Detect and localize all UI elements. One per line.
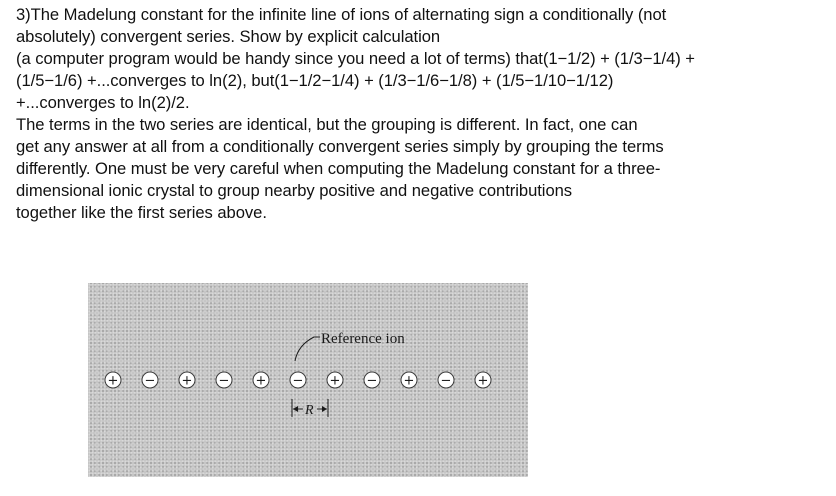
ion-charge-label: − xyxy=(366,373,378,389)
ion-charge-label: − xyxy=(292,373,304,389)
ion-line-figure xyxy=(88,283,528,477)
negative-ion xyxy=(438,372,454,389)
problem-line: absolutely) convergent series. Show by explicit calculation xyxy=(16,27,441,46)
ion-charge-label: + xyxy=(403,373,415,389)
spacing-label: R xyxy=(305,403,314,418)
problem-line: 3)The Madelung constant for the infinite line of ions of alternating sign a conditionally (not xyxy=(16,5,667,24)
problem-line: +...converges to ln(2)/2. xyxy=(16,93,190,112)
negative-ion xyxy=(364,372,380,389)
arrowhead-left-icon xyxy=(293,406,298,412)
reference-pointer-line xyxy=(295,337,320,361)
problem-text xyxy=(16,4,828,224)
negative-ion xyxy=(142,372,158,389)
negative-ion xyxy=(290,372,306,389)
ion-charge-label: + xyxy=(329,373,341,389)
positive-ion xyxy=(105,372,121,389)
ion-charge-label: + xyxy=(181,373,193,389)
ion-row xyxy=(105,372,491,389)
problem-line: differently. One must be very careful when computing the Madelung constant for a three- xyxy=(16,159,661,178)
arrowhead-right-icon xyxy=(322,406,327,412)
ion-charge-label: + xyxy=(107,373,119,389)
negative-ion xyxy=(216,372,232,389)
problem-line: (1/5−1/6) +...converges to ln(2), but(1−1/2−1/4) + (1/3−1/6−1/8) + (1/5−1/10−1/12) xyxy=(16,71,614,90)
positive-ion xyxy=(401,372,417,389)
ion-line-diagram xyxy=(88,283,528,477)
ion-charge-label: − xyxy=(440,373,452,389)
ion-charge-label: + xyxy=(477,373,489,389)
positive-ion xyxy=(179,372,195,389)
positive-ion xyxy=(475,372,491,389)
problem-line: get any answer at all from a conditionally convergent series simply by grouping the terms xyxy=(16,137,664,156)
ion-charge-label: − xyxy=(144,373,156,389)
positive-ion xyxy=(327,372,343,389)
positive-ion xyxy=(253,372,269,389)
ion-charge-label: + xyxy=(255,373,267,389)
problem-line: together like the first series above. xyxy=(16,203,267,222)
problem-line: dimensional ionic crystal to group nearby positive and negative contributions xyxy=(16,181,573,200)
reference-ion-label: Reference ion xyxy=(321,331,405,347)
ion-charge-label: − xyxy=(218,373,230,389)
problem-line: (a computer program would be handy since you need a lot of terms) that(1−1/2) + (1/3−1/4) + xyxy=(16,49,695,68)
problem-line: The terms in the two series are identical, but the grouping is different. In fact, one can xyxy=(16,115,638,134)
